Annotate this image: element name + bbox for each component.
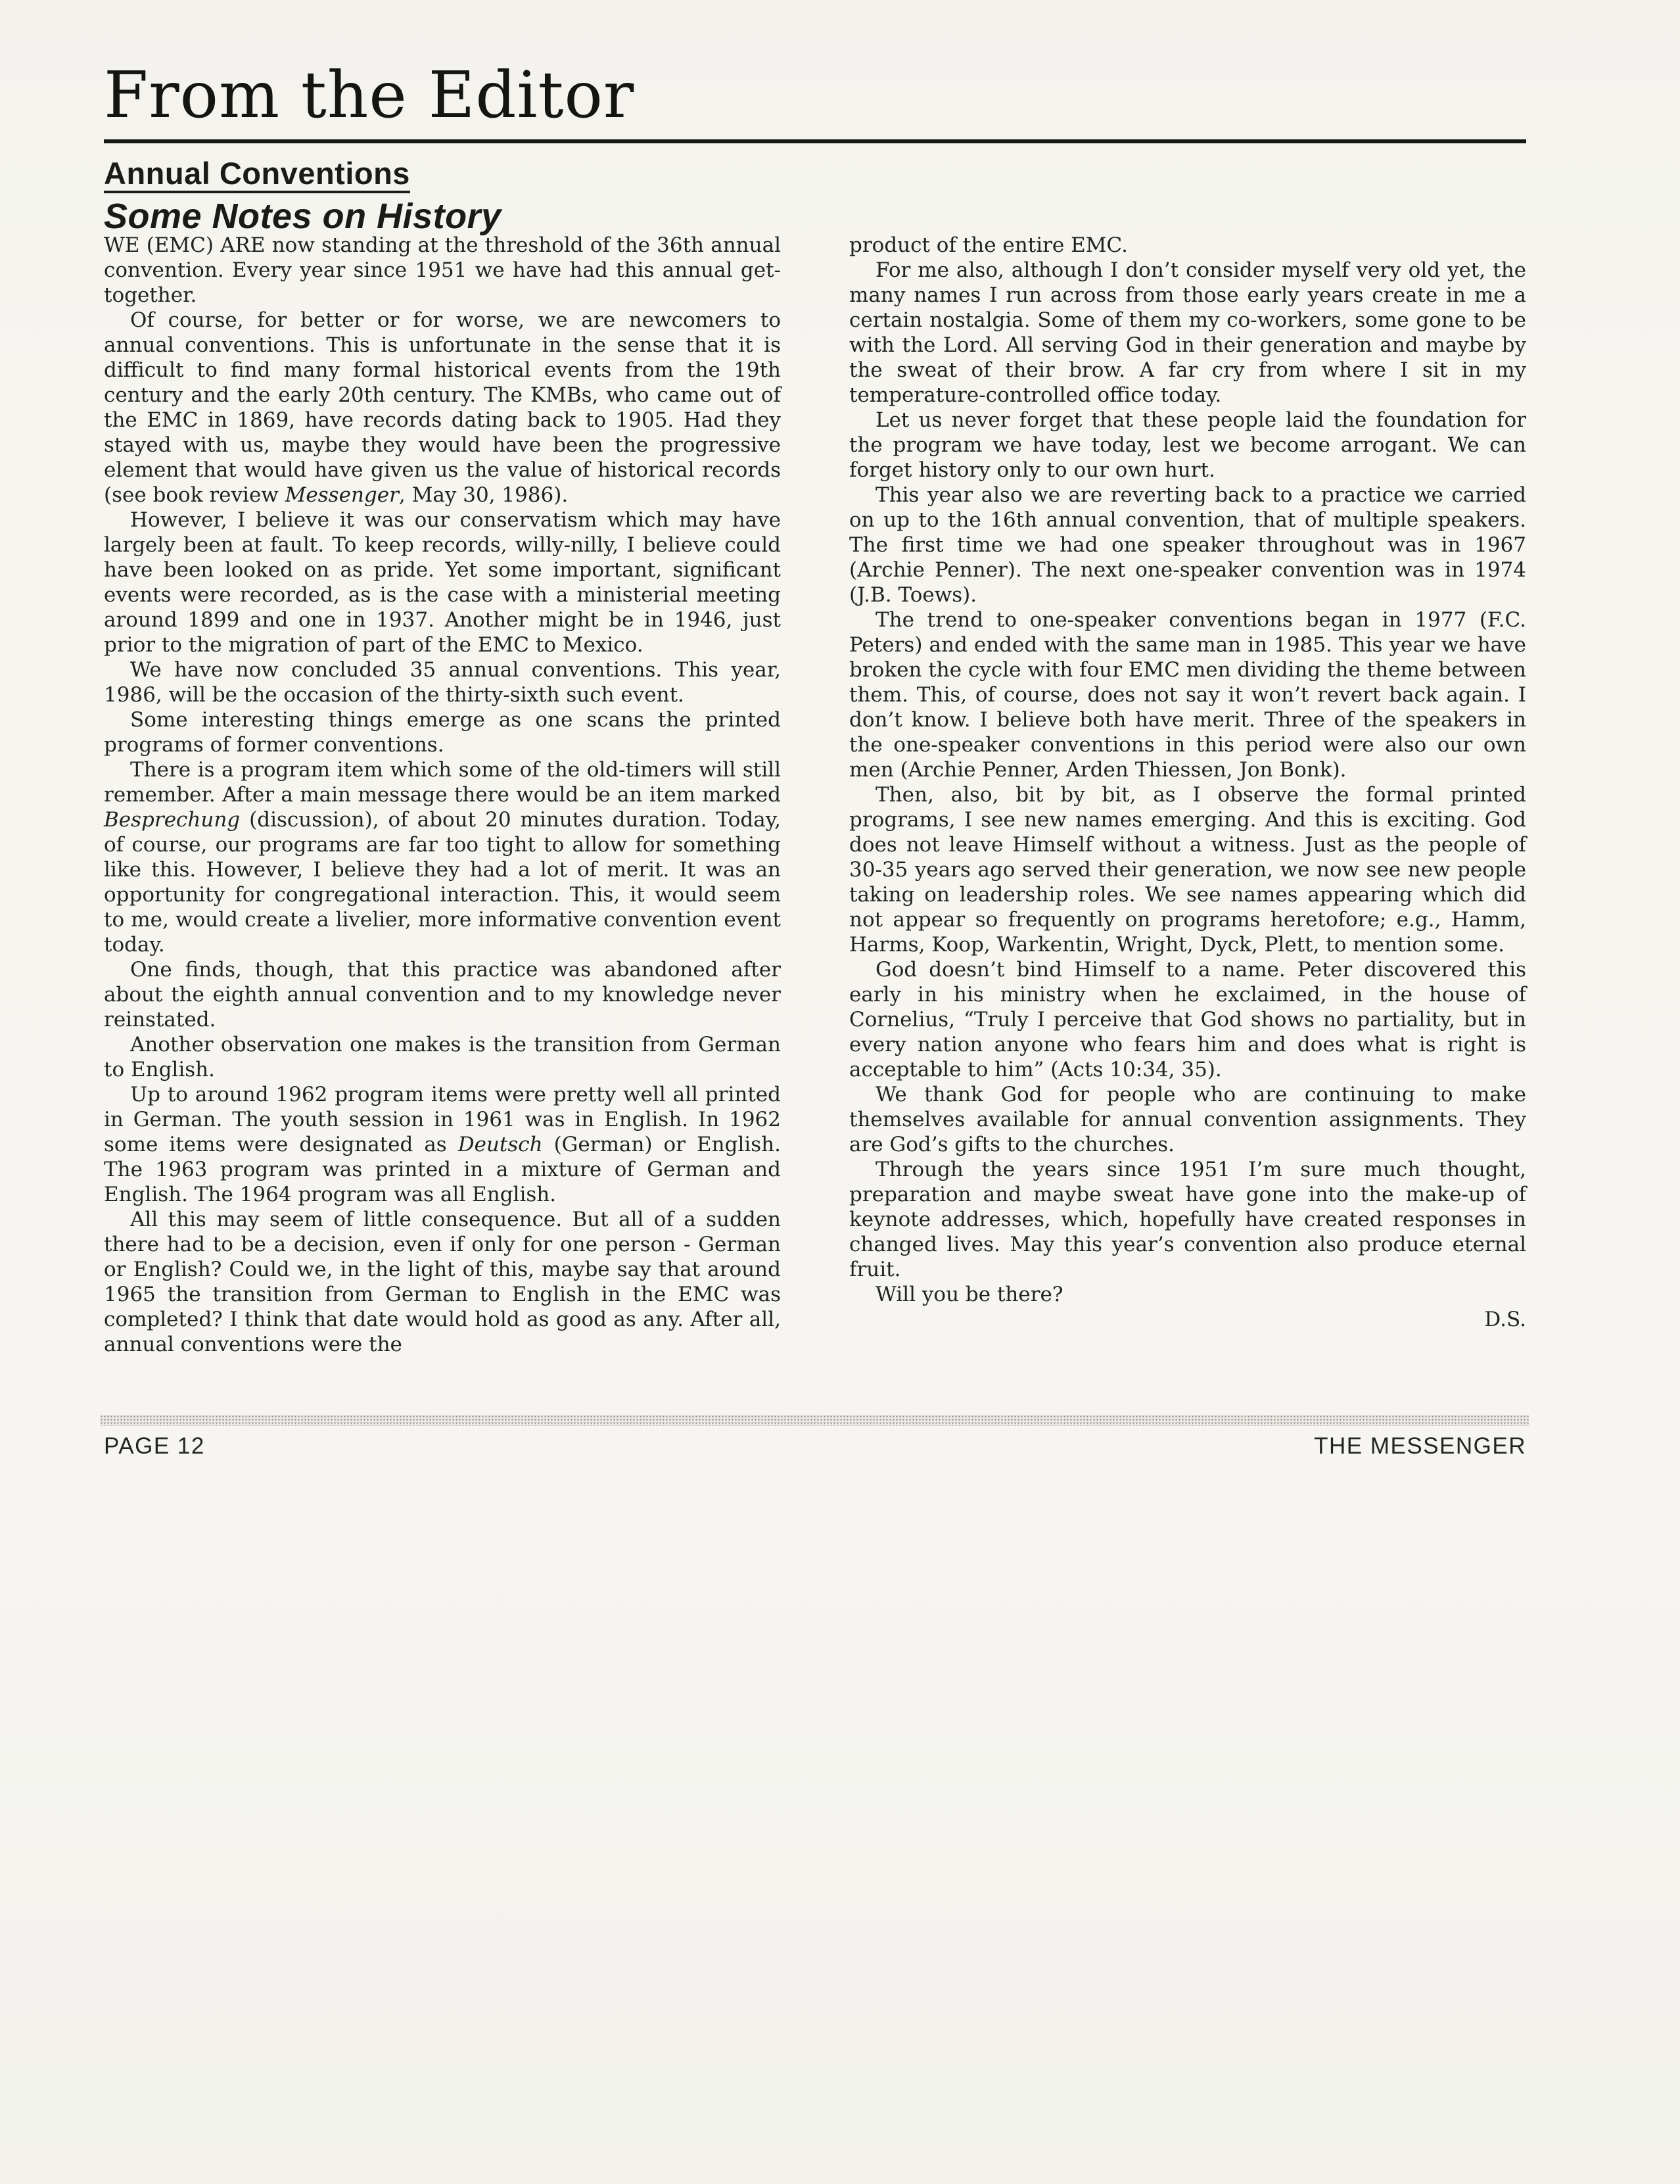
italic-text: Messenger xyxy=(285,483,399,507)
paragraph xyxy=(849,483,1526,607)
paragraph xyxy=(104,1032,781,1082)
body-text: Some interesting things emerge as one scans the printed programs of former conventions. xyxy=(104,708,781,757)
paragraph xyxy=(104,957,781,1032)
body-text: WE (EMC) ARE now standing at the threshold of the 36th annual convention. Every year since 1951 we have had this annual get-together. xyxy=(104,233,781,307)
body-text: The trend to one-speaker conventions began in 1977 (F.C. Peters) and ended with the same man in 1985. This year we have broken the cycle with four EMC men dividing the theme between them. This, of course, does not say it won’t revert back again. I don’t know. I believe both have merit. Three of the speakers in the one-speaker conventions in this period were also our own men (Archie Penner, Arden Thiessen, Jon Bonk). xyxy=(849,608,1526,782)
paragraph xyxy=(104,308,781,508)
body-text: We have now concluded 35 annual conventions. This year, 1986, will be the occasion of the thirty-sixth such event. xyxy=(104,658,781,707)
paragraph xyxy=(849,1082,1526,1157)
paragraph xyxy=(849,782,1526,957)
paragraph xyxy=(849,957,1526,1082)
body-text: Then, also, bit by bit, as I observe the formal printed programs, I see new names emerging. And this is exciting. God does not leave Himself without a witness. Just as the people of 30-35 years ago served their generation, we now see new people taking on leadership roles. We see names appearing which did not appear so frequently on programs heretofore; e.g., Hamm, Harms, Koop, Warkentin, Wright, Dyck, Plett, to mention some. xyxy=(849,783,1526,957)
right-column xyxy=(849,233,1526,1357)
paragraph xyxy=(849,408,1526,483)
paragraph xyxy=(104,233,781,308)
body-text: (discussion), of about 20 minutes duration. Today, of course, our programs are far too tight to allow for something like this. However, I believe they had a lot of merit. It was an opportunity for congregational interaction. This, it would seem to me, would create a livelier, more informative convention event today. xyxy=(104,808,781,957)
body-text: One finds, though, that this practice was abandoned after about the eighth annual convention and to my knowledge never reinstated. xyxy=(104,958,781,1032)
paragraph xyxy=(104,707,781,757)
body-text: There is a program item which some of the old-timers will still remember. After a main message there would be an item marked xyxy=(104,758,781,807)
paragraph xyxy=(849,607,1526,782)
body-text: Another observation one makes is the transition from German to English. xyxy=(104,1033,781,1081)
body-text: Of course, for better or for worse, we are newcomers to annual conventions. This is unfortunate in the sense that it is difficult to find many formal historical events from the 19th century and the early 20th century. The KMBs, who came out of the EMC in 1869, have records dating back to 1905. Had they stayed with us, maybe they would have been the progressive element that would have given us the value of historical records (see book review xyxy=(104,308,781,507)
body-text: Will you be there? xyxy=(875,1283,1063,1306)
left-column xyxy=(104,233,781,1357)
body-text: However, I believe it was our conservatism which may have largely been at fault. To keep records, willy-nilly, I believe could have been looked on as pride. Yet some important, significant events were recorded, as is the case with a ministerial meeting around 1899 and one in 1937. Another might be in 1946, just prior to the migration of part of the EMC to Mexico. xyxy=(104,508,781,657)
footer-divider xyxy=(100,1415,1529,1426)
paragraph xyxy=(104,1082,781,1207)
body-text: Let us never forget that these people laid the foundation for the program we have today, lest we become arrogant. We can forget history only to our own hurt. xyxy=(849,408,1526,482)
footer-publication: THE MESSENGER xyxy=(1314,1433,1526,1459)
body-text: All this may seem of little consequence. But all of a sudden there had to be a decision, even if only for one person - German or English? Could we, in the light of this, maybe say that around 1965 the transition from German to English in the EMC was completed? I think that date would hold as good as any. After all, annual conventions were the xyxy=(104,1208,781,1356)
signature: D.S. xyxy=(1484,1308,1526,1331)
section-heading: Annual Conventions xyxy=(104,156,410,191)
body-text: We thank God for people who are continuing to make themselves available for annual convention assignments. They are God’s gifts to the churches. xyxy=(849,1083,1526,1156)
paragraph xyxy=(104,757,781,957)
article-body xyxy=(104,233,1526,1357)
paragraph xyxy=(849,233,1526,258)
body-text: For me also, although I don’t consider myself very old yet, the many names I run across from those early years create in me a certain nostalgia. Some of them my co-workers, some gone to be with the Lord. All serving God in their generation and maybe by the sweat of their brow. A far cry from where I sit in my temperature-controlled office today. xyxy=(849,258,1526,407)
footer xyxy=(104,1433,1526,1460)
body-text: Through the years since 1951 I’m sure much thought, preparation and maybe sweat have gone into the make-up of keynote addresses, which, hopefully have created responses in changed lives. May this year’s convention also produce eternal fruit. xyxy=(849,1158,1526,1281)
body-text: Up to around 1962 program items were pretty well all printed in German. The youth session in 1961 was in English. In 1962 some items were designated as xyxy=(104,1083,781,1156)
body-text: (German) or English. The 1963 program was printed in a mixture of German and English. The 1964 program was all English. xyxy=(104,1133,782,1206)
paragraph xyxy=(104,657,781,707)
italic-text: Besprechung xyxy=(104,808,241,832)
body-text: product of the entire EMC. xyxy=(849,233,1128,257)
page-title: From the Editor xyxy=(104,58,635,132)
title-rule xyxy=(104,139,1526,143)
body-text: , May 30, 1986). xyxy=(398,483,569,507)
paragraph xyxy=(104,1207,781,1357)
body-text: This year also we are reverting back to a practice we carried on up to the 16th annual convention, that of multiple speakers. The first time we had one speaker throughout was in 1967 (Archie Penner). The next one-speaker convention was in 1974 (J.B. Toews). xyxy=(849,483,1526,607)
paragraph xyxy=(849,1282,1526,1307)
paragraph xyxy=(849,1157,1526,1282)
body-text: God doesn’t bind Himself to a name. Peter discovered this early in his ministry when he exclaimed, in the house of Cornelius, “Truly I perceive that God shows no partiality, but in every nation anyone who fears him and does what is right is acceptable to him” (Acts 10:34, 35). xyxy=(849,958,1526,1081)
footer-page-number: PAGE 12 xyxy=(104,1433,205,1459)
paragraph xyxy=(849,258,1526,408)
italic-text: Deutsch xyxy=(457,1133,543,1156)
paragraph xyxy=(104,508,781,657)
right-column-text xyxy=(849,233,1526,1307)
subheading: Some Notes on History xyxy=(104,197,502,236)
